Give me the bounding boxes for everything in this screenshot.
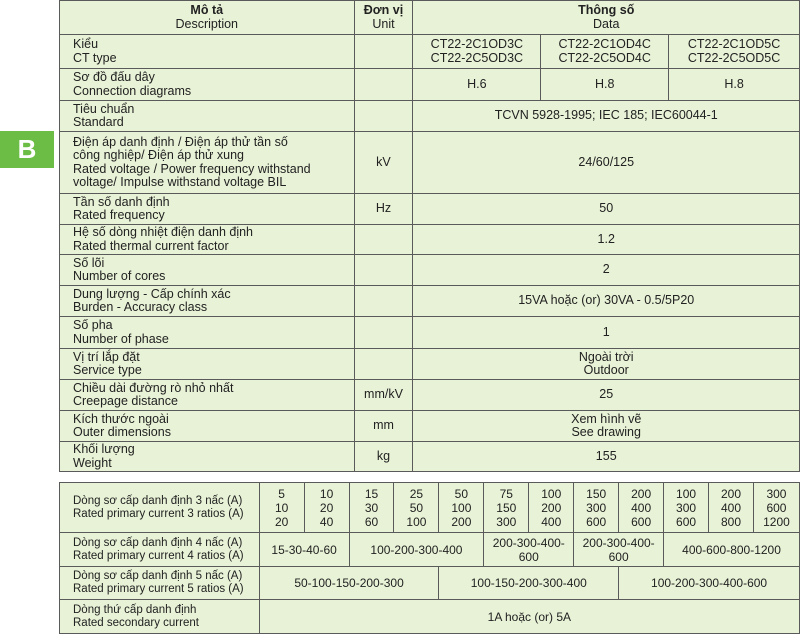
- table-row: [60, 349, 800, 380]
- table-header-row: [60, 1, 800, 35]
- row-value: 1.2: [413, 225, 800, 255]
- ratio-cell: 200-300-400-600: [484, 533, 574, 567]
- ratio-cell: 100 300 600: [664, 483, 709, 533]
- diagram-3: H.8: [669, 69, 800, 101]
- header-unit: Đơn vị Unit: [354, 1, 413, 35]
- row-label: Hệ số dòng nhiệt điện danh định Rated thermal current factor: [60, 225, 355, 255]
- ratio-cell: 75 150 300: [484, 483, 529, 533]
- row-unit: Hz: [354, 194, 413, 225]
- row-label: Chiều dài đường rò nhỏ nhất Creepage distance: [60, 380, 355, 411]
- table-row: [60, 411, 800, 442]
- table-row: [60, 255, 800, 286]
- row-value: 1: [413, 317, 800, 349]
- row-value: 15VA hoặc (or) 30VA - 0.5/5P20: [413, 286, 800, 317]
- row-value: Ngoài trời Outdoor: [413, 349, 800, 380]
- table-row: [60, 69, 800, 101]
- ct-model-2: CT22-2C1OD4C CT22-2C5OD4C: [541, 35, 669, 69]
- diagram-2: H.8: [541, 69, 669, 101]
- row-label: Số pha Number of phase: [60, 317, 355, 349]
- row-value: Xem hình vẽ See drawing: [413, 411, 800, 442]
- ratio-cell: 50-100-150-200-300: [259, 567, 439, 600]
- current-row-5-ratios: [60, 567, 800, 600]
- ratio-cell: 100 200 400: [529, 483, 574, 533]
- current-row-secondary: [60, 600, 800, 634]
- row-label: Vị trí lắp đặt Service type: [60, 349, 355, 380]
- ratio-cell: 100-200-300-400-600: [619, 567, 800, 600]
- ratio-cell: 25 50 100: [394, 483, 439, 533]
- table-row: [60, 225, 800, 255]
- row-label: Dòng sơ cấp danh định 5 nấc (A) Rated primary current 5 ratios (A): [60, 567, 260, 600]
- row-label: Dòng sơ cấp danh định 3 nấc (A) Rated primary current 3 ratios (A): [60, 483, 260, 533]
- row-label: Dòng thứ cấp danh định Rated secondary current: [60, 600, 260, 634]
- row-label: Sơ đồ đấu dây Connection diagrams: [60, 69, 355, 101]
- row-unit: [354, 317, 413, 349]
- table-row: [60, 380, 800, 411]
- row-unit: [354, 69, 413, 101]
- row-unit: [354, 255, 413, 286]
- row-label: Điện áp danh định / Điện áp thử tần số công nghiệp/ Điện áp thử xung Rated voltage / Power frequency withstand voltage/ Impulse withstand voltage BIL: [60, 132, 355, 194]
- row-unit: [354, 35, 413, 69]
- header-data: Thông số Data: [413, 1, 800, 35]
- ratio-cell: 15-30-40-60: [259, 533, 349, 567]
- ratio-cell: 200 400 800: [709, 483, 754, 533]
- row-value: 24/60/125: [413, 132, 800, 194]
- row-label: Khối lượng Weight: [60, 442, 355, 472]
- secondary-current-value: 1A hoặc (or) 5A: [259, 600, 799, 634]
- table-row: [60, 35, 800, 69]
- row-value: 2: [413, 255, 800, 286]
- header-description: Mô tả Description: [60, 1, 355, 35]
- row-label: Số lõi Number of cores: [60, 255, 355, 286]
- ratio-cell: 100-200-300-400: [349, 533, 484, 567]
- row-value: 25: [413, 380, 800, 411]
- row-unit: [354, 286, 413, 317]
- ratio-cell: 10 20 40: [304, 483, 349, 533]
- row-unit: mm: [354, 411, 413, 442]
- row-value: TCVN 5928-1995; IEC 185; IEC60044-1: [413, 101, 800, 132]
- row-label: Tần số danh định Rated frequency: [60, 194, 355, 225]
- ratio-cell: 200-300-400-600: [574, 533, 664, 567]
- row-label: Tiêu chuẩn Standard: [60, 101, 355, 132]
- ratio-cell: 50 100 200: [439, 483, 484, 533]
- ratio-cell: 150 300 600: [574, 483, 619, 533]
- row-label: Kích thước ngoài Outer dimensions: [60, 411, 355, 442]
- ratio-cell: 300 600 1200: [753, 483, 799, 533]
- row-unit: mm/kV: [354, 380, 413, 411]
- ct-model-1: CT22-2C1OD3C CT22-2C5OD3C: [413, 35, 541, 69]
- row-unit: [354, 225, 413, 255]
- table-row: [60, 132, 800, 194]
- ratio-cell: 15 30 60: [349, 483, 394, 533]
- row-unit: kg: [354, 442, 413, 472]
- row-label: Dung lượng - Cấp chính xác Burden - Accuracy class: [60, 286, 355, 317]
- table-row: [60, 101, 800, 132]
- table-row: [60, 194, 800, 225]
- current-row-3-ratios: [60, 483, 800, 533]
- ratio-cell: 200 400 600: [619, 483, 664, 533]
- ratio-cell: 5 10 20: [259, 483, 304, 533]
- ct-model-3: CT22-2C1OD5C CT22-2C5OD5C: [669, 35, 800, 69]
- row-unit: [354, 101, 413, 132]
- ratio-cell: 400-600-800-1200: [664, 533, 800, 567]
- row-label: Dòng sơ cấp danh định 4 nấc (A) Rated primary current 4 ratios (A): [60, 533, 260, 567]
- row-value: 50: [413, 194, 800, 225]
- table-row: [60, 317, 800, 349]
- section-badge: B: [0, 131, 54, 168]
- row-value: 155: [413, 442, 800, 472]
- row-unit: [354, 349, 413, 380]
- diagram-1: H.6: [413, 69, 541, 101]
- table-row: [60, 442, 800, 472]
- current-row-4-ratios: [60, 533, 800, 567]
- row-label: Kiểu CT type: [60, 35, 355, 69]
- row-unit: kV: [354, 132, 413, 194]
- specification-table: [59, 0, 800, 472]
- ratio-cell: 100-150-200-300-400: [439, 567, 619, 600]
- table-row: [60, 286, 800, 317]
- primary-current-table: [59, 482, 800, 634]
